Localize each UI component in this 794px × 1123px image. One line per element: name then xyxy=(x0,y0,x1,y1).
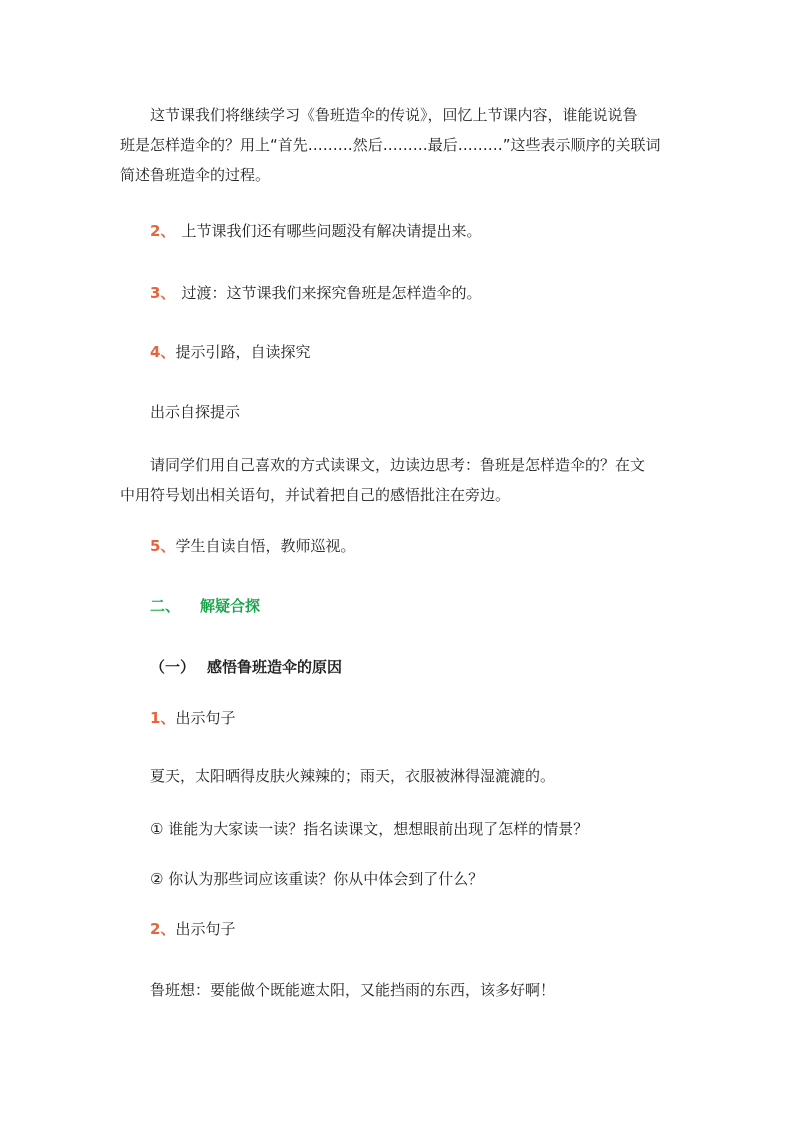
section-2-heading xyxy=(120,591,690,621)
prompt-paragraph xyxy=(120,450,690,510)
prompt-title xyxy=(120,397,690,427)
subsection-1-title: 感悟鲁班造伞的原因 xyxy=(207,658,343,676)
step-2 xyxy=(120,914,690,944)
step-1-text: 出示句子 xyxy=(175,709,236,727)
item-2-number: 2、 xyxy=(150,222,176,240)
intro-line-2: 班是怎样造伞的？用上“首先………然后………最后………”这些表示顺序的关联词 xyxy=(120,136,661,154)
section-2-title: 解疑合探 xyxy=(200,597,261,615)
item-5-text: 学生自读自悟，教师巡视。 xyxy=(175,537,356,555)
subsection-1-number: （一） xyxy=(150,658,196,676)
step-1 xyxy=(120,703,690,733)
item-4-number: 4、 xyxy=(150,343,176,361)
step-2-number: 2、 xyxy=(150,920,176,938)
intro-line-3: 简述鲁班造伞的过程。 xyxy=(120,166,271,184)
item-3-text: 过渡：这节课我们来探究鲁班是怎样造伞的。 xyxy=(181,284,482,302)
item-5-number: 5、 xyxy=(150,537,176,555)
sentence-2 xyxy=(120,975,690,1005)
subsection-1-heading xyxy=(120,652,690,682)
item-3-number: 3、 xyxy=(150,284,176,302)
step-1-number: 1、 xyxy=(150,709,176,727)
step-2-text: 出示句子 xyxy=(175,920,236,938)
question-1 xyxy=(120,814,690,844)
question-2-text: ② 你认为那些词应该重读？你从中体会到了什么？ xyxy=(150,870,484,888)
prompt-line-1: 请同学们用自己喜欢的方式读课文，边读边思考：鲁班是怎样造伞的？在文 xyxy=(150,456,646,474)
intro-line-1: 这节课我们将继续学习《鲁班造伞的传说》，回忆上节课内容，谁能说说鲁 xyxy=(150,106,638,124)
section-2-number: 二、 xyxy=(150,597,181,615)
item-3 xyxy=(120,278,690,308)
sentence-1-text: 夏天，太阳晒得皮肤火辣辣的；雨天，衣服被淋得湿漉漉的。 xyxy=(150,767,556,785)
item-2 xyxy=(120,216,690,246)
item-4 xyxy=(120,337,690,367)
item-2-text: 上节课我们还有哪些问题没有解决请提出来。 xyxy=(181,222,482,240)
sentence-2-text: 鲁班想：要能做个既能遮太阳，又能挡雨的东西，该多好啊！ xyxy=(150,981,556,999)
item-5 xyxy=(120,531,690,561)
item-4-text: 提示引路，自读探究 xyxy=(175,343,311,361)
intro-paragraph xyxy=(120,100,690,190)
question-1-text: ① 谁能为大家读一读？指名读课文，想想眼前出现了怎样的情景？ xyxy=(150,820,589,838)
prompt-title-text: 出示自探提示 xyxy=(150,403,241,421)
question-2 xyxy=(120,864,690,894)
sentence-1 xyxy=(120,761,690,791)
prompt-line-2: 中用符号划出相关语句，并试着把自己的感悟批注在旁边。 xyxy=(120,486,511,504)
